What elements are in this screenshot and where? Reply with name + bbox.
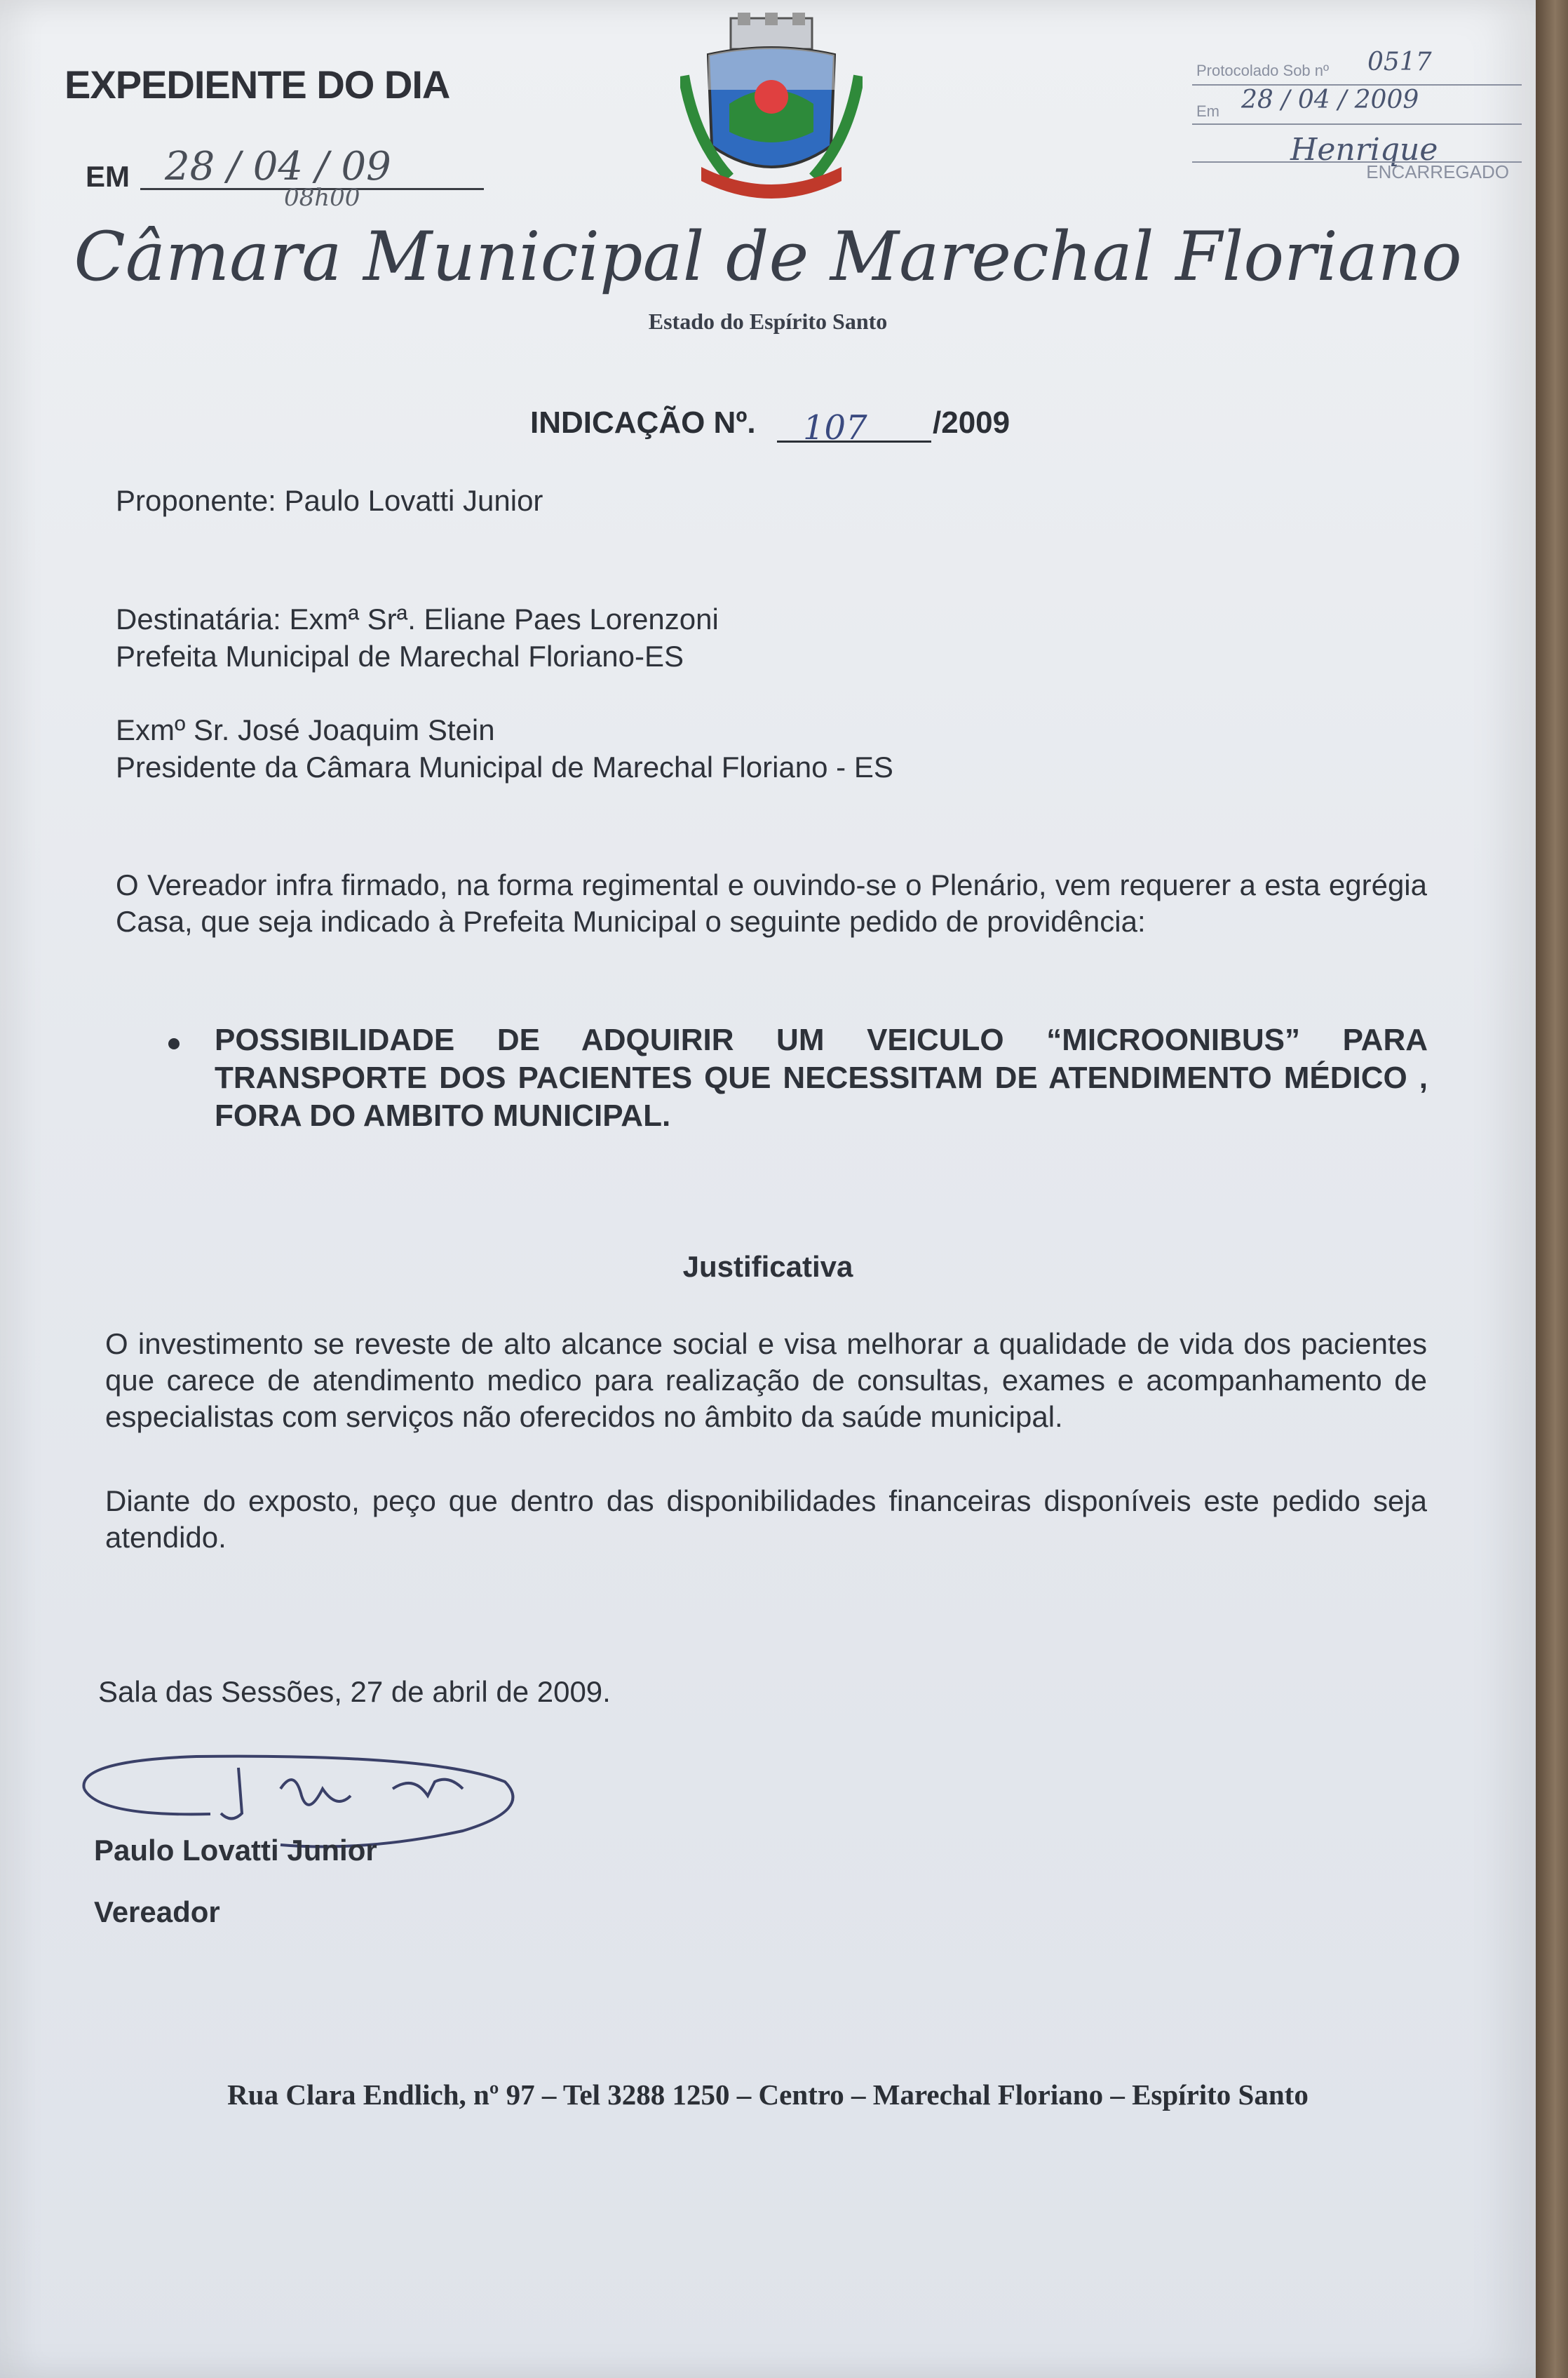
intro-paragraph: O Vereador infra firmado, na forma regimental e ouvindo-se o Plenário, vem requerer a esta egrégia Casa, que seja indicado à Prefeita Municipal o seguinte pedido de providência: xyxy=(116,868,1427,938)
recipient-1-line2: Prefeita Municipal de Marechal Floriano-ES xyxy=(116,640,684,673)
page-edge xyxy=(1536,0,1568,2378)
expediente-label: EXPEDIENTE DO DIA xyxy=(65,62,450,107)
footer-address: Rua Clara Endlich, nº 97 – Tel 3288 1250 – Centro – Marechal Floriano – Espírito Santo xyxy=(227,2078,1309,2111)
stamp-role-label: ENCARREGADO xyxy=(1366,161,1509,182)
request-item: POSSIBILIDADE DE ADQUIRIR UM VEICULO “MICROONIBUS” PARA TRANSPORTE DOS PACIENTES QUE NECESSITAM DE ATENDIMENTO MÉDICO , FORA DO AMBITO MUNICIPAL. xyxy=(215,1023,1428,1133)
stamp-signature: Henrique xyxy=(1290,132,1438,168)
indicacao-label: INDICAÇÃO Nº. xyxy=(530,405,756,440)
recipient-1-line1: Destinatária: Exmª Srª. Eliane Paes Lorenzoni xyxy=(116,603,719,636)
em-note-handwritten: 08h00 xyxy=(284,184,360,212)
protocol-stamp xyxy=(1192,48,1529,196)
indicacao-year: /2009 xyxy=(933,405,1011,440)
indicacao-number: 107 xyxy=(803,408,867,448)
proponente: Proponente: Paulo Lovatti Junior xyxy=(116,484,543,517)
bullet-icon xyxy=(168,1038,180,1049)
stamp-date-value: 28 / 04 / 2009 xyxy=(1241,86,1419,114)
stamp-date-label: Em xyxy=(1196,102,1219,120)
recipient-2-line1: Exmº Sr. José Joaquim Stein xyxy=(116,713,495,746)
justificativa-title: Justificativa xyxy=(682,1250,853,1283)
recipient-2-line2: Presidente da Câmara Municipal de Marechal Floriano - ES xyxy=(116,751,893,784)
stamp-protocol-label: Protocolado Sob nº xyxy=(1196,62,1330,79)
state-name: Estado do Espírito Santo xyxy=(648,309,888,334)
em-date-handwritten: 28 / 04 / 09 xyxy=(165,144,391,189)
em-label: EM xyxy=(86,160,130,193)
justificativa-paragraph-2: Diante do exposto, peço que dentro das disponibilidades financeiras disponíveis este pedido seja atendido. xyxy=(105,1484,1427,1554)
place-date: Sala das Sessões, 27 de abril de 2009. xyxy=(98,1675,611,1708)
signature-role: Vereador xyxy=(94,1895,220,1928)
municipal-coat-of-arms-icon xyxy=(680,13,863,216)
chamber-name: Câmara Municipal de Marechal Floriano xyxy=(74,217,1462,296)
signature-name: Paulo Lovatti Junior xyxy=(94,1834,377,1867)
justificativa-paragraph-1: O investimento se reveste de alto alcance social e visa melhorar a qualidade de vida dos pacientes que carece de atendimento medico para realização de consultas, exames e acompanhamento de especialistas com serviços não oferecidos no âmbito da saúde municipal. xyxy=(105,1327,1427,1433)
stamp-protocol-number: 0517 xyxy=(1367,48,1432,76)
